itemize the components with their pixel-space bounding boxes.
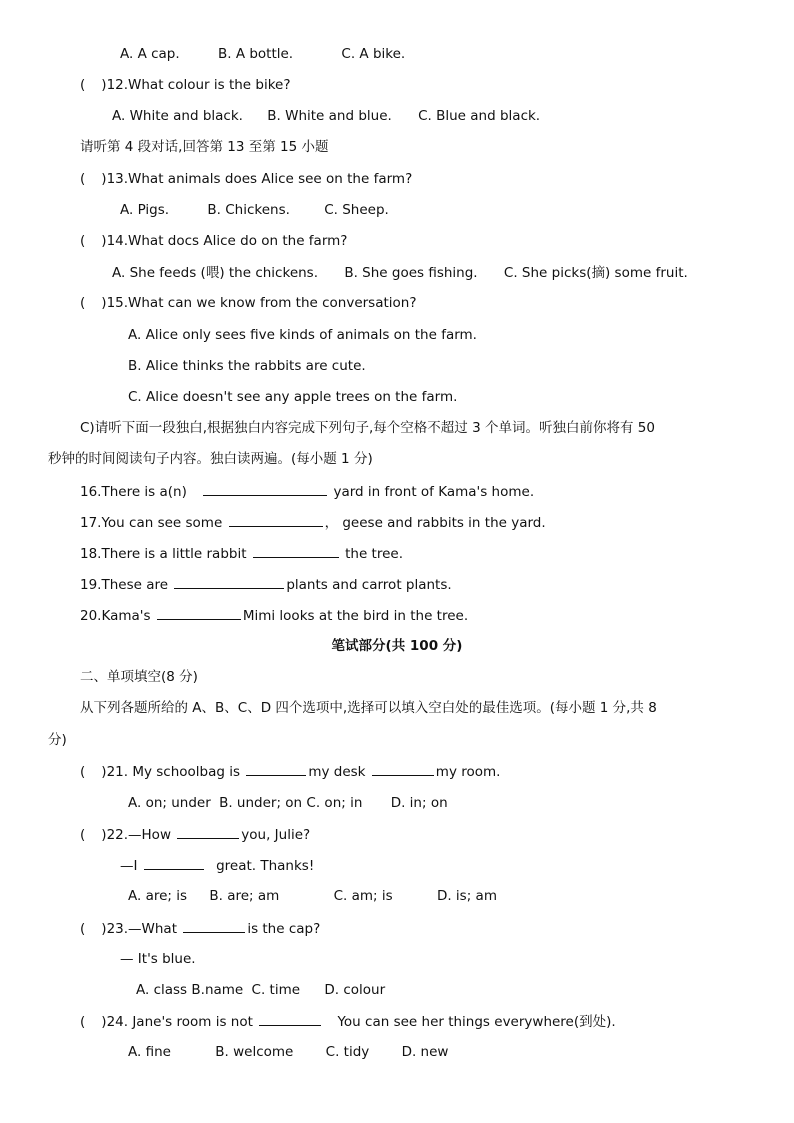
- q23-option-d: D. colour: [324, 982, 386, 998]
- fill-16: [80, 481, 534, 502]
- answer-paren-open[interactable]: (: [80, 171, 86, 187]
- q15-option-c: C. Alice doesn't see any apple trees on the farm.: [128, 389, 458, 405]
- q14-option-b: B. She goes fishing.: [344, 265, 478, 281]
- q24-option-c: C. tidy: [325, 1044, 370, 1060]
- q12-option-b: B. White and blue.: [267, 108, 392, 124]
- q21-option-a: A. on; under: [128, 795, 211, 811]
- fill-19: [80, 574, 452, 595]
- q15-question: 15.What can we know from the conversation?: [106, 295, 417, 311]
- fill-19-pre: 19.These are: [80, 577, 169, 593]
- q12-option-c: C. Blue and black.: [418, 108, 541, 124]
- q13-stem: [80, 169, 412, 189]
- answer-paren-open[interactable]: (: [80, 295, 86, 311]
- answer-paren-close[interactable]: ): [101, 77, 107, 93]
- fill-18-pre: 18.There is a little rabbit: [80, 546, 247, 562]
- q24-option-d: D. new: [401, 1044, 449, 1060]
- fill-19-post: plants and carrot plants.: [286, 577, 452, 593]
- q24-pre: 24. Jane's room is not: [106, 1014, 253, 1030]
- section4-intro: 请听第 4 段对话,回答第 13 至第 15 小题: [80, 139, 329, 155]
- section2-instruction-line1: 从下列各题所给的 A、B、C、D 四个选项中,选择可以填入空白处的最佳选项。(每小题 1 分,共 8: [80, 700, 657, 716]
- q21-post: my room.: [435, 764, 501, 780]
- fill-17-blank[interactable]: [229, 512, 323, 527]
- fill-17-pre: 17.You can see some: [80, 515, 223, 531]
- fill-20: [80, 605, 468, 626]
- q22-option-b: B. are; am: [209, 888, 280, 904]
- answer-paren-close[interactable]: ): [101, 921, 107, 937]
- q13-option-a: A. Pigs.: [120, 202, 170, 218]
- q22-stem: [80, 824, 310, 845]
- q21-stem: [80, 761, 500, 782]
- answer-paren-close[interactable]: ): [101, 295, 107, 311]
- q22-option-a: A. are; is: [128, 888, 188, 904]
- fill-16-pre: 16.There is a(n): [80, 484, 187, 500]
- q12-stem: [80, 75, 291, 95]
- q22-reply-blank[interactable]: [144, 855, 204, 870]
- q15-stem: [80, 293, 417, 313]
- q13-question: 13.What animals does Alice see on the farm?: [106, 171, 413, 187]
- q14-stem: [80, 231, 347, 251]
- partc-instruction-line2: 秒钟的时间阅读句子内容。独白读两遍。(每小题 1 分): [48, 451, 373, 467]
- q22-option-d: D. is; am: [436, 888, 497, 904]
- q11-option-a: A. A cap.: [120, 46, 180, 62]
- q23-option-c: C. time: [251, 982, 301, 998]
- q14-option-c: C. She picks(摘) some fruit.: [503, 265, 688, 281]
- written-section-title: 笔试部分(共 100 分): [331, 638, 463, 654]
- answer-paren-close[interactable]: ): [101, 171, 107, 187]
- fill-16-blank[interactable]: [203, 481, 327, 496]
- q12-question: 12.What colour is the bike?: [106, 77, 291, 93]
- q22-reply-pre: —I: [120, 858, 138, 874]
- fill-17-post: ， geese and rabbits in the yard.: [324, 515, 546, 531]
- fill-18: [80, 543, 403, 564]
- q24-option-a: A. fine: [128, 1044, 171, 1060]
- q21-option-c: C. on; in: [306, 795, 363, 811]
- q24-stem: [80, 1011, 616, 1032]
- fill-19-blank[interactable]: [174, 574, 284, 589]
- q23-post: is the cap?: [247, 921, 321, 937]
- q22-post: you, Julie?: [241, 827, 311, 843]
- q11-option-b: B. A bottle.: [217, 46, 294, 62]
- answer-paren-close[interactable]: ): [101, 827, 107, 843]
- q24-blank[interactable]: [259, 1011, 321, 1026]
- q13-options: [120, 200, 389, 220]
- q11-option-c: C. A bike.: [341, 46, 406, 62]
- q15-option-a: A. Alice only sees five kinds of animals on the farm.: [128, 327, 477, 343]
- answer-paren-open[interactable]: (: [80, 764, 86, 780]
- answer-paren-open[interactable]: (: [80, 827, 86, 843]
- q13-option-b: B. Chickens.: [207, 202, 290, 218]
- q12-options: [112, 106, 540, 126]
- q21-option-b: B. under; on: [219, 795, 303, 811]
- answer-paren-open[interactable]: (: [80, 921, 86, 937]
- q22-reply-post: great. Thanks!: [216, 858, 315, 874]
- q23-reply: — It's blue.: [120, 951, 196, 967]
- q21-mid: my desk: [308, 764, 366, 780]
- q13-option-c: C. Sheep.: [324, 202, 389, 218]
- q22-blank[interactable]: [177, 824, 239, 839]
- answer-paren-open[interactable]: (: [80, 1014, 86, 1030]
- q22-options: [128, 886, 497, 906]
- q14-question: 14.What docs Alice do on the farm?: [106, 233, 348, 249]
- q23-pre: 23.—What: [106, 921, 178, 937]
- section2-title: 二、单项填空(8 分): [80, 669, 198, 685]
- q24-options: [128, 1042, 448, 1062]
- q21-pre: 21. My schoolbag is: [106, 764, 241, 780]
- q22-pre: 22.—How: [106, 827, 171, 843]
- partc-instruction-line1: C)请听下面一段独白,根据独白内容完成下列句子,每个空格不超过 3 个单词。听独白前你将有 50: [80, 420, 655, 436]
- section2-instruction-line2: 分): [48, 732, 67, 748]
- q24-post: You can see her things everywhere(到处).: [337, 1014, 616, 1030]
- q15-option-b: B. Alice thinks the rabbits are cute.: [128, 358, 366, 374]
- q23-option-b: B.name: [191, 982, 244, 998]
- q21-options: [128, 793, 448, 813]
- fill-18-post: the tree.: [345, 546, 404, 562]
- fill-20-pre: 20.Kama's: [80, 608, 151, 624]
- fill-20-blank[interactable]: [157, 605, 241, 620]
- answer-paren-open[interactable]: (: [80, 233, 86, 249]
- answer-paren-close[interactable]: ): [101, 764, 107, 780]
- q24-option-b: B. welcome: [215, 1044, 294, 1060]
- q23-stem: [80, 918, 320, 939]
- q11-options: [120, 44, 405, 64]
- fill-16-post: yard in front of Kama's home.: [333, 484, 535, 500]
- q21-blank-1[interactable]: [246, 761, 306, 776]
- fill-18-blank[interactable]: [253, 543, 339, 558]
- answer-paren-open[interactable]: (: [80, 77, 86, 93]
- q21-blank-2[interactable]: [372, 761, 434, 776]
- answer-paren-close[interactable]: ): [101, 1014, 107, 1030]
- q21-option-d: D. in; on: [390, 795, 448, 811]
- fill-17: [80, 512, 546, 533]
- q23-blank[interactable]: [183, 918, 245, 933]
- q14-options: [112, 263, 688, 283]
- q14-option-a: A. She feeds (喂) the chickens.: [112, 265, 319, 281]
- q22-option-c: C. am; is: [333, 888, 393, 904]
- fill-20-post: Mimi looks at the bird in the tree.: [242, 608, 469, 624]
- q23-option-a: A. class: [136, 982, 188, 998]
- q23-options: [136, 980, 385, 1000]
- q22-reply: [120, 855, 314, 876]
- q12-option-a: A. White and black.: [112, 108, 243, 124]
- answer-paren-close[interactable]: ): [101, 233, 107, 249]
